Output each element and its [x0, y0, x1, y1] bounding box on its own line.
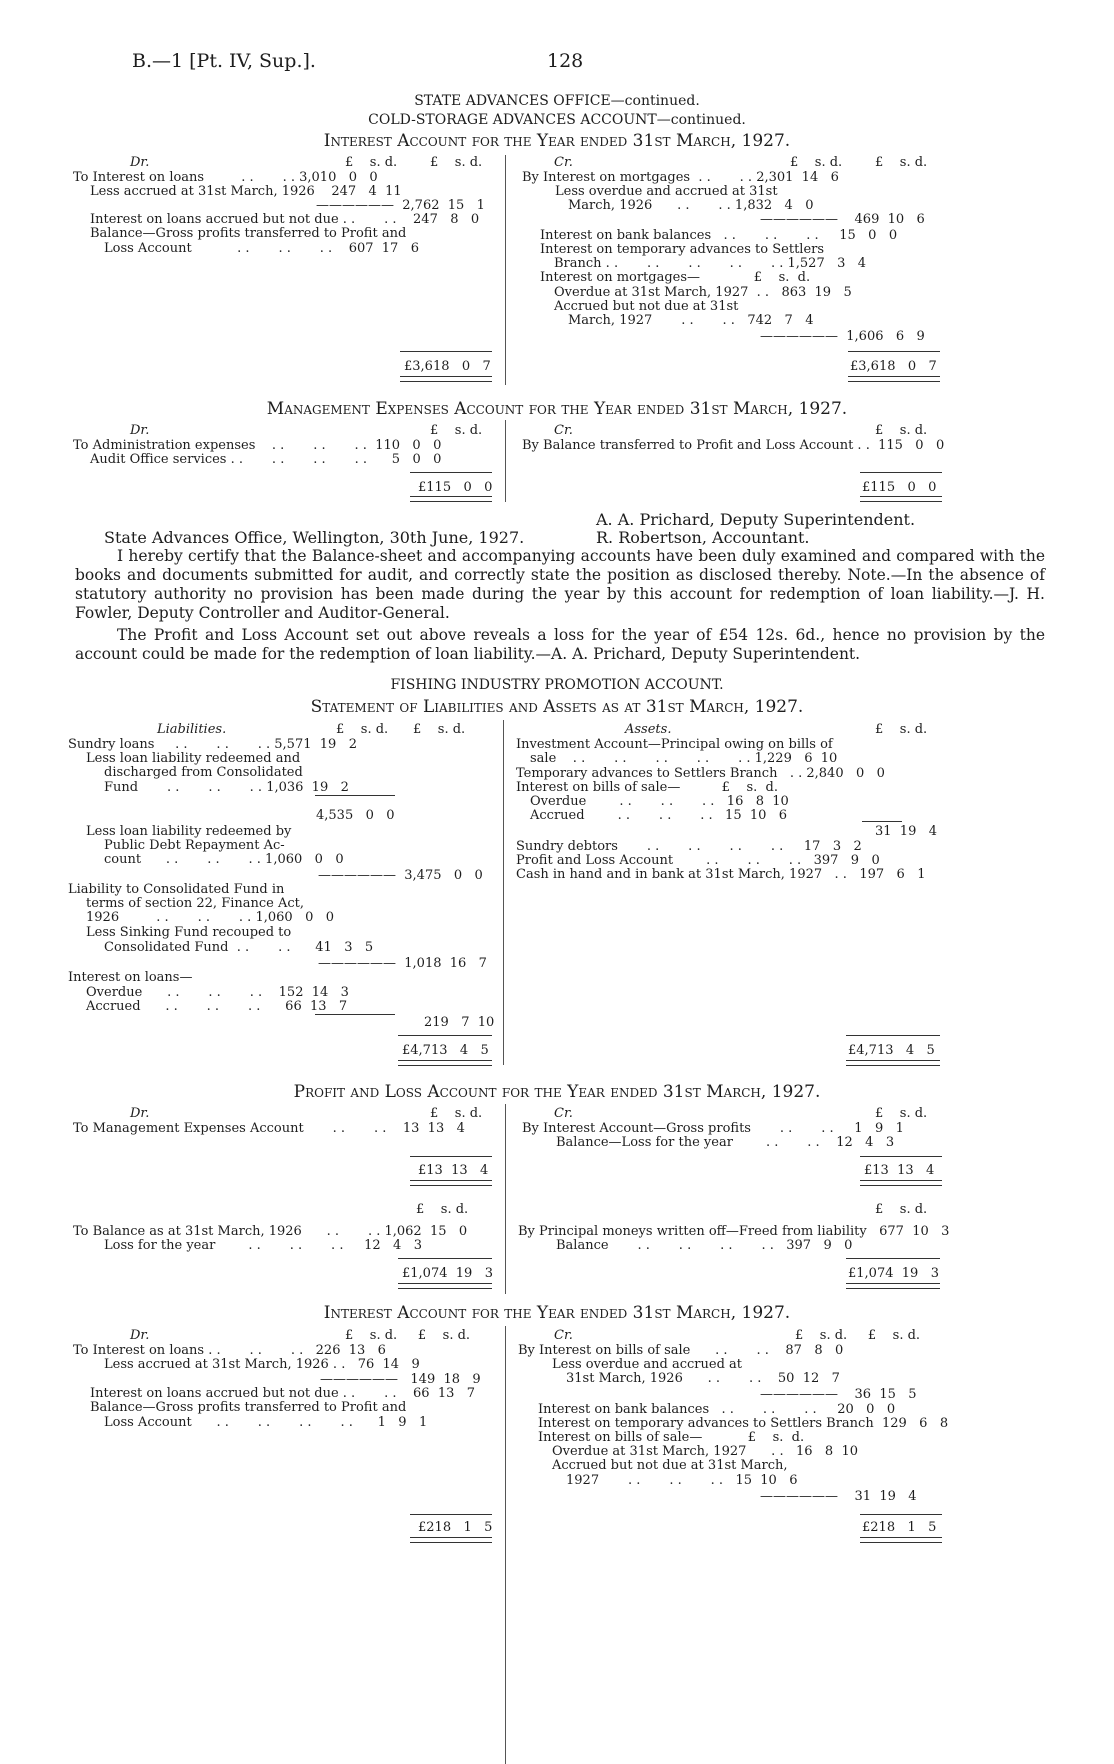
assets-heading: Assets. — [625, 722, 672, 737]
rule — [410, 1156, 492, 1157]
fishing-interest-title: Interest Account for the Year ended 31st March, 1927. — [323, 1303, 791, 1323]
dr-total: £13 13 4 — [418, 1163, 489, 1178]
liability-line: Less loan liability redeemed and — [86, 751, 301, 766]
cr-line: Less overdue and accrued at — [552, 1357, 742, 1372]
liability-line: Overdue . . . . . . 152 14 3 — [86, 985, 349, 1000]
liability-line: Less loan liability redeemed by — [86, 824, 292, 839]
cr-line: —————— 469 10 6 — [760, 212, 925, 227]
cr-heading: £ s. d. — [875, 1202, 928, 1217]
liability-line: Liability to Consolidated Fund in — [68, 882, 285, 897]
cr-line: March, 1926 . . . . 1,832 4 0 — [568, 198, 814, 213]
dr-total: £3,618 0 7 — [404, 359, 491, 374]
double-rule — [860, 1180, 942, 1186]
asset-line: 31 19 4 — [875, 824, 938, 839]
dr-heading: £ s. d. — [430, 1106, 483, 1121]
cr-heading: £ s. d. — [875, 423, 928, 438]
profit-loss-title: Profit and Loss Account for the Year ended 31st March, 1927. — [293, 1082, 821, 1102]
cr-total: £1,074 19 3 — [848, 1266, 939, 1281]
liability-line: Consolidated Fund . . . . 41 3 5 — [104, 940, 374, 955]
asset-line: Temporary advances to Settlers Branch . . 2,840 0 0 — [516, 766, 885, 781]
double-rule — [410, 1180, 492, 1186]
liability-line: Accrued . . . . . . 66 13 7 — [86, 999, 348, 1014]
liability-line: Interest on loans— — [68, 970, 193, 985]
asset-line: sale . . . . . . . . . . 1,229 6 10 — [530, 751, 838, 766]
double-rule — [410, 1537, 492, 1543]
column-divider — [505, 1104, 506, 1294]
dr-label: Dr. — [130, 1106, 150, 1121]
cr-total: £218 1 5 — [862, 1520, 937, 1535]
cr-line: Overdue at 31st March, 1927 . . 863 19 5 — [554, 285, 852, 300]
cr-line: Balance . . . . . . . . 397 9 0 — [556, 1238, 853, 1253]
cr-line: By Interest on bills of sale . . . . 87 8 0 — [518, 1343, 844, 1358]
cr-line: —————— 1,606 6 9 — [760, 329, 925, 344]
fishing-account-title: FISHING INDUSTRY PROMOTION ACCOUNT. — [390, 677, 724, 693]
liability-line: 4,535 0 0 — [316, 808, 395, 823]
loss-note: The Profit and Loss Account set out above reveals a loss for the year of £54 12s. 6d., hence no provision by the account could be made for the redemption of loan liability.—A. A. Prichard, Deputy Superintendent. — [75, 626, 1045, 663]
management-expenses-title: Management Expenses Account for the Year ended 31st March, 1927. — [266, 399, 848, 419]
rule — [860, 472, 942, 473]
dr-label: Dr. — [130, 423, 150, 438]
liability-line: Fund . . . . . . 1,036 19 2 — [104, 780, 349, 795]
cr-line: Accrued but not due at 31st — [554, 299, 739, 314]
dr-heading-2: £ s. d. — [430, 155, 483, 170]
cr-line: Overdue at 31st March, 1927 . . 16 8 10 — [552, 1444, 858, 1459]
cr-total: £115 0 0 — [862, 480, 937, 495]
dr-total: £218 1 5 — [418, 1520, 493, 1535]
asset-line: Sundry debtors . . . . . . . . 17 3 2 — [516, 839, 862, 854]
rule — [860, 1156, 942, 1157]
dr-line: To Management Expenses Account . . . . 13 13 4 — [73, 1121, 465, 1136]
rule — [398, 1035, 492, 1036]
dr-line: —————— 2,762 15 1 — [316, 198, 485, 213]
cr-line: Interest on bank balances . . . . . . 20 0 0 — [538, 1402, 896, 1417]
liabilities-psd: £ s. d. £ s. d. — [336, 722, 466, 737]
double-rule — [410, 496, 492, 502]
double-rule — [398, 1283, 492, 1289]
liability-line: Less Sinking Fund recouped to — [86, 925, 292, 940]
rule — [315, 795, 395, 796]
double-rule — [860, 496, 942, 502]
liability-line: Public Debt Repayment Ac- — [104, 838, 285, 853]
asset-line: Profit and Loss Account . . . . . . 397 9 0 — [516, 853, 880, 868]
place-date: State Advances Office, Wellington, 30th June, 1927. — [104, 528, 525, 547]
liability-line: —————— 1,018 16 7 — [318, 956, 487, 971]
dr-heading: £ s. d. £ s. d. — [345, 1328, 471, 1343]
cr-total: £3,618 0 7 — [850, 359, 937, 374]
cr-heading: £ s. d. — [875, 1106, 928, 1121]
signature-prichard: A. A. Prichard, Deputy Superintendent. — [596, 510, 916, 529]
cr-total: £13 13 4 — [864, 1163, 935, 1178]
signature-robertson: R. Robertson, Accountant. — [596, 528, 810, 547]
rule — [410, 472, 492, 473]
rule — [400, 351, 492, 352]
liability-line: discharged from Consolidated — [104, 765, 303, 780]
cr-line: Balance—Loss for the year . . . . 12 4 3 — [556, 1135, 895, 1150]
double-rule — [860, 1537, 942, 1543]
dr-line: To Interest on loans . . . . 3,010 0 0 — [73, 170, 378, 185]
dr-line: Less accrued at 31st March, 1926 . . 76 14 9 — [104, 1357, 420, 1372]
assets-total: £4,713 4 5 — [848, 1043, 935, 1058]
cr-line: Interest on mortgages— £ s. d. — [540, 270, 811, 285]
dr-total: £1,074 19 3 — [402, 1266, 493, 1281]
asset-line: Accrued . . . . . . 15 10 6 — [530, 808, 788, 823]
liability-line: Sundry loans . . . . . . 5,571 19 2 — [68, 737, 357, 752]
dr-line: Balance—Gross profits transferred to Profit and — [90, 1400, 407, 1415]
rule — [846, 1258, 940, 1259]
double-rule — [848, 376, 940, 382]
cr-heading: £ s. d. £ s. d. — [795, 1328, 921, 1343]
liability-line: terms of section 22, Finance Act, — [86, 896, 305, 911]
asset-line: Interest on bills of sale— £ s. d. — [516, 780, 778, 795]
liability-line: —————— 3,475 0 0 — [318, 868, 483, 883]
column-divider — [505, 155, 506, 385]
dr-line: To Balance as at 31st March, 1926 . . . . 1,062 15 0 — [73, 1224, 468, 1239]
dr-line: To Interest on loans . . . . . . 226 13 6 — [73, 1343, 386, 1358]
cr-label: Cr. — [554, 155, 573, 170]
double-rule — [398, 1060, 492, 1066]
statement-title: Statement of Liabilities and Assets as at 31st March, 1927. — [310, 697, 804, 717]
cr-line: Interest on temporary advances to Settlers — [540, 242, 825, 257]
cr-line: By Balance transferred to Profit and Loss Account . . 115 0 0 — [522, 438, 945, 453]
cr-heading-2: £ s. d. — [875, 155, 928, 170]
asset-line: Investment Account—Principal owing on bills of — [516, 737, 833, 752]
dr-heading: £ s. d. — [416, 1202, 469, 1217]
account-title: COLD-STORAGE ADVANCES ACCOUNT—continued. — [368, 112, 746, 128]
dr-label: Dr. — [130, 1328, 150, 1343]
cr-line: Interest on bank balances . . . . . . 15 0 0 — [540, 228, 898, 243]
cr-line: March, 1927 . . . . 742 7 4 — [568, 313, 814, 328]
liability-line: 1926 . . . . . . 1,060 0 0 — [86, 910, 335, 925]
cr-line: Interest on bills of sale— £ s. d. — [538, 1430, 805, 1445]
liability-line: 219 7 10 — [424, 1015, 495, 1030]
dr-line: Balance—Gross profits transferred to Profit and — [90, 226, 407, 241]
dr-heading: £ s. d. — [430, 423, 483, 438]
office-title: STATE ADVANCES OFFICE—continued. — [414, 93, 700, 109]
cr-heading: £ s. d. — [790, 155, 843, 170]
cr-line: By Interest Account—Gross profits . . . . 1 9 1 — [522, 1121, 904, 1136]
double-rule — [400, 376, 492, 382]
cr-line: Less overdue and accrued at 31st — [555, 184, 778, 199]
header-reference: B.—1 [Pt. IV, Sup.]. — [132, 50, 316, 72]
dr-heading: £ s. d. — [345, 155, 398, 170]
rule — [398, 1258, 492, 1259]
liabilities-heading: Liabilities. — [157, 722, 227, 737]
cr-line: Branch . . . . . . . . . . 1,527 3 4 — [554, 256, 867, 271]
rule — [862, 821, 902, 822]
cr-label: Cr. — [554, 423, 573, 438]
interest-account-title: Interest Account for the Year ended 31st March, 1927. — [323, 131, 791, 151]
column-divider — [505, 420, 506, 502]
liability-line: count . . . . . . 1,060 0 0 — [104, 852, 344, 867]
rule — [315, 1014, 395, 1015]
dr-line: —————— 149 18 9 — [320, 1372, 481, 1387]
dr-line: Interest on loans accrued but not due . . . . 66 13 7 — [90, 1386, 476, 1401]
cr-line: —————— 36 15 5 — [760, 1387, 917, 1402]
cr-line: By Principal moneys written off—Freed from liability 677 10 3 — [518, 1224, 950, 1239]
liabilities-total: £4,713 4 5 — [402, 1043, 489, 1058]
cr-line: 1927 . . . . . . 15 10 6 — [566, 1473, 798, 1488]
dr-line: Less accrued at 31st March, 1926 247 4 11 — [90, 184, 402, 199]
asset-line: Cash in hand and in bank at 31st March, 1927 . . 197 6 1 — [516, 867, 926, 882]
column-divider — [505, 1326, 506, 1764]
dr-line: Interest on loans accrued but not due . . . . 247 8 0 — [90, 212, 480, 227]
cr-line: —————— 31 19 4 — [760, 1489, 917, 1504]
dr-line: To Administration expenses . . . . . . 110 0 0 — [73, 438, 442, 453]
dr-total: £115 0 0 — [418, 480, 493, 495]
cr-line: Interest on temporary advances to Settlers Branch 129 6 8 — [538, 1416, 949, 1431]
cr-line: By Interest on mortgages . . . . 2,301 14 6 — [522, 170, 839, 185]
audit-certificate: I hereby certify that the Balance-sheet and accompanying accounts have been duly examined and compared with the books and documents submitted for audit, and correctly state the position as disclosed thereby. Note.—In the absence of statutory authority no provision has been made during the year by this account for redemption of loan liability.—J. H. Fowler, Deputy Controller and Auditor-General. — [75, 547, 1045, 622]
dr-label: Dr. — [130, 155, 150, 170]
cr-line: Accrued but not due at 31st March, — [552, 1458, 788, 1473]
cr-label: Cr. — [554, 1328, 573, 1343]
rule — [860, 1514, 942, 1515]
dr-line: Loss Account . . . . . . . . 1 9 1 — [104, 1415, 428, 1430]
rule — [848, 351, 940, 352]
double-rule — [846, 1283, 940, 1289]
page-number: 128 — [547, 50, 584, 72]
dr-line: Loss for the year . . . . . . 12 4 3 — [104, 1238, 422, 1253]
dr-line: Loss Account . . . . . . 607 17 6 — [104, 241, 419, 256]
dr-line: Audit Office services . . . . . . . . 5 0 0 — [90, 452, 442, 467]
assets-psd: £ s. d. — [875, 722, 928, 737]
rule — [410, 1514, 492, 1515]
cr-line: 31st March, 1926 . . . . 50 12 7 — [566, 1371, 840, 1386]
double-rule — [846, 1060, 940, 1066]
cr-label: Cr. — [554, 1106, 573, 1121]
rule — [846, 1035, 940, 1036]
column-divider — [503, 720, 504, 1065]
asset-line: Overdue . . . . . . 16 8 10 — [530, 794, 789, 809]
